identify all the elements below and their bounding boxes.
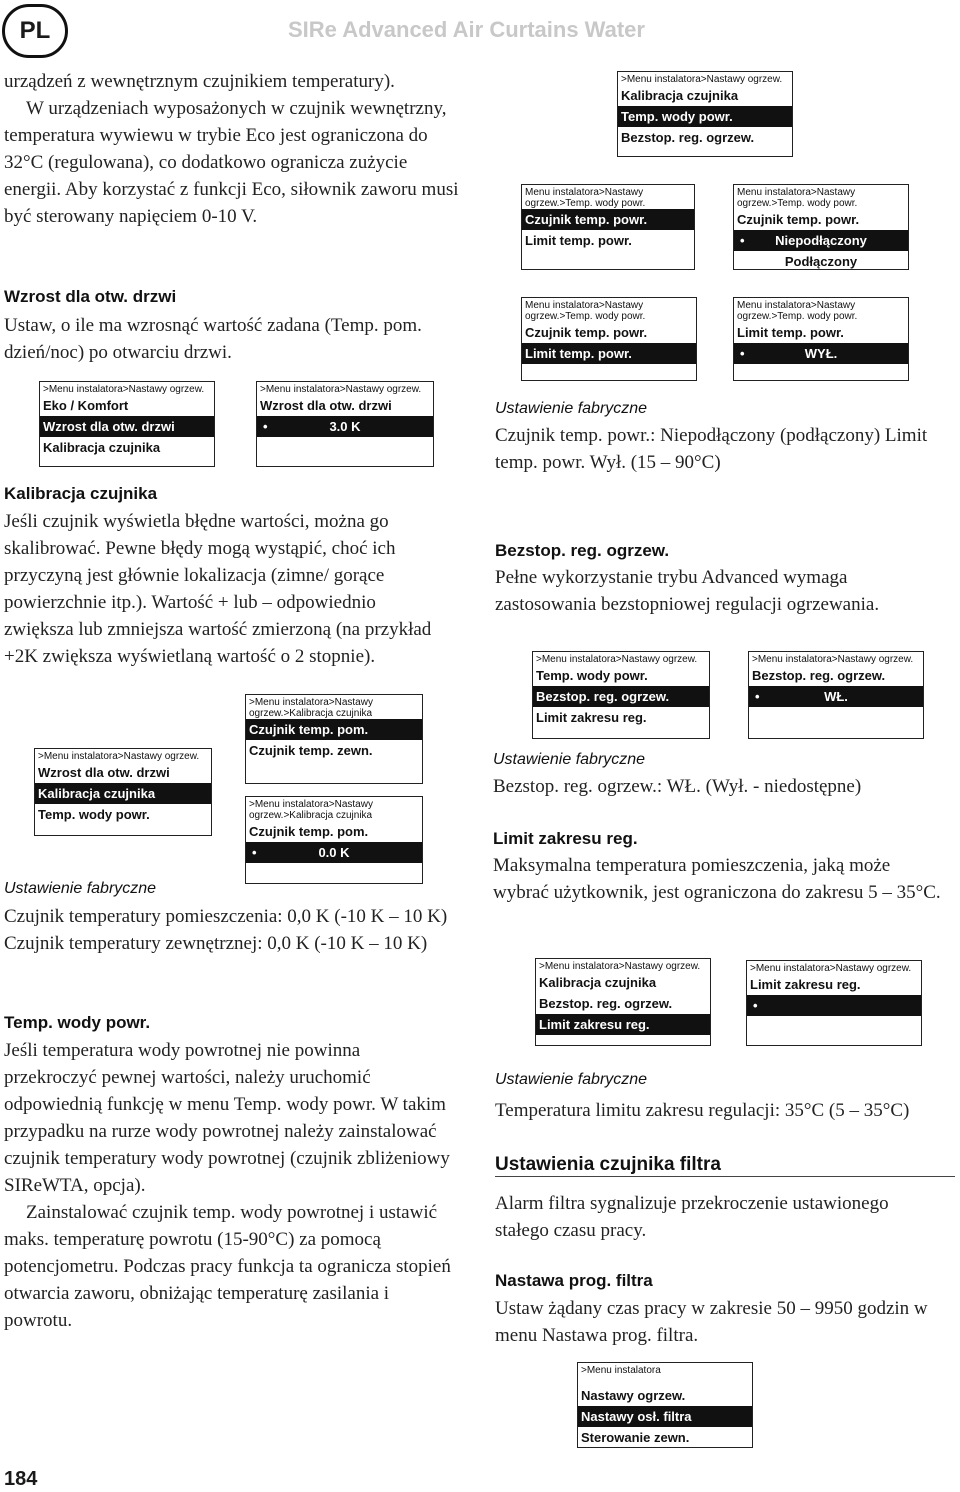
menu-screen-door-value: [256, 381, 434, 467]
prog-text: Ustaw żądany czas pracy w zakresie 50 – 9950 godzin w menu Nastawa prog. filtra.: [495, 1298, 928, 1346]
limit-text: Maksymalna temperatura pomieszczenia, jaką może wybrać użytkownik, jest ograniczona do zakresu 5 – 35°C.: [493, 855, 941, 903]
limit-factory-text: Temperatura limitu zakresu regulacji: 35°C (5 – 35°C): [495, 1100, 910, 1121]
step-heading: Bezstop. reg. ogrzew.: [495, 541, 670, 560]
menu-item[interactable]: Eko / Komfort: [43, 398, 129, 413]
menu-path: >Menu instalatora>Nastawy ogrzew.: [750, 963, 912, 974]
menu-screen-door-increase: [39, 381, 215, 467]
menu-path: >Menu instalatora>Nastawy ogrzew.>Kalibracja czujnika: [249, 697, 373, 719]
prog-heading: Nastawa prog. filtra: [495, 1271, 653, 1290]
menu-item-selected[interactable]: Limit temp. powr.: [522, 343, 696, 364]
return-text: [4, 1037, 454, 1334]
menu-screen-limit-value: [733, 297, 909, 381]
calib-text: Jeśli czujnik wyświetla błędne wartości, można go skalibrować. Pewne błędy mogą wystąpić, choć ich przyczyną jest głównie lokalizacja (zimne/ gorące powierzchnie itp.). Wartość + lub – odpowiednio zwiększa lub zmniejsza wartość zmierzoną (na przykład +2K zwiększa wyświetlaną wartość o 2 stopnie).: [4, 511, 432, 667]
menu-option[interactable]: Podłączony: [784, 254, 858, 269]
menu-option-selected[interactable]: [734, 343, 908, 364]
menu-screen-heating-calib: [34, 748, 212, 836]
menu-screen-return-temp: [521, 184, 695, 270]
return-factory-text: Czujnik temp. powr.: Niepodłączony (podłączony) Limit temp. powr. Wył. (15 – 90°C): [495, 425, 928, 473]
menu-path: >Menu instalatora>Nastawy ogrzew.: [621, 74, 783, 85]
menu-screen-range-limit: [535, 958, 711, 1046]
menu-item[interactable]: Temp. wody powr.: [536, 668, 648, 683]
menu-item[interactable]: Czujnik temp. pom.: [249, 824, 369, 839]
menu-item[interactable]: Czujnik temp. powr.: [525, 325, 648, 340]
menu-path: Menu instalatora>Nastawy ogrzew.>Temp. wody powr.: [737, 187, 858, 209]
option-label: WŁ.: [824, 689, 848, 704]
menu-item-selected[interactable]: Temp. wody powr.: [618, 106, 792, 127]
intro-paragraph-2: W urządzeniach wyposażonych w czujnik wewnętrzny, temperatura wywiewu w trybie Eco jest ograniczona do 32°C (regulowana), co dodatkowo ogranicza zużycie energii. Aby korzystać z funkcji Eco, siłownik zaworu musi być sterowany napięciem 0-10 V.: [4, 98, 459, 227]
door-text: Ustaw, o ile ma wzrosnąć wartość zadana (Temp. pom. dzień/noc) po otwarciu drzwi.: [4, 315, 422, 363]
menu-item[interactable]: Temp. wody powr.: [38, 807, 150, 822]
menu-path: >Menu instalatora>Nastawy ogrzew.: [752, 654, 914, 665]
limit-factory-label: Ustawienie fabryczne: [495, 1071, 648, 1088]
menu-path: Menu instalatora>Nastawy ogrzew.>Temp. wody powr.: [525, 300, 646, 322]
return-paragraph-2: Zainstalować czujnik temp. wody powrotnej i ustawić maks. temperaturę powrotu (15-90°C) za pomocą potencjometru. Podczas pracy funkcja ta ogranicza stopień otwarcia zaworu, obniżając temperaturę zasilania i powrotu.: [4, 1202, 451, 1331]
return-paragraph-1: Jeśli temperatura wody powrotnej nie powinna przekroczyć pewnej wartości, należy uruchomić odpowiednią funkcję w menu Temp. wody powr. W takim przypadku na rurze wody powrotnej należy zainstalować czujnik temperatury wody powrotnej (czujnik zbliżeniowy SIReWTA, opcja).: [4, 1040, 450, 1196]
option-label: 0.0 K: [318, 845, 350, 860]
step-factory-label: Ustawienie fabryczne: [493, 751, 646, 768]
return-factory-label: Ustawienie fabryczne: [495, 400, 648, 417]
menu-item[interactable]: Kalibracja czujnika: [539, 975, 657, 990]
menu-option-selected[interactable]: [246, 842, 422, 863]
option-label: 3.0 K: [329, 419, 361, 434]
menu-item[interactable]: Kalibracja czujnika: [621, 88, 739, 103]
bullet-icon: •: [740, 233, 745, 248]
menu-screen-range-value: [746, 960, 922, 1046]
menu-option-selected[interactable]: [749, 686, 923, 707]
option-label: Niepodłączony: [775, 233, 867, 248]
menu-item[interactable]: Limit temp. powr.: [737, 325, 844, 340]
document-title: SIRe Advanced Air Curtains Water: [288, 17, 645, 42]
bullet-icon: •: [740, 346, 745, 361]
bullet-icon: •: [753, 998, 758, 1013]
menu-screen-heating-settings: [617, 71, 793, 157]
menu-item-selected[interactable]: Bezstop. reg. ogrzew.: [533, 686, 709, 707]
calib-heading: Kalibracja czujnika: [4, 484, 158, 503]
menu-path: >Menu instalatora>Nastawy ogrzew.: [536, 654, 698, 665]
menu-item-selected[interactable]: Limit zakresu reg.: [536, 1014, 710, 1035]
menu-item-selected[interactable]: Czujnik temp. pom.: [246, 719, 422, 740]
filter-heading: Ustawienia czujnika filtra: [495, 1154, 955, 1177]
bullet-icon: •: [755, 689, 760, 704]
menu-path: Menu instalatora>Nastawy ogrzew.>Temp. wody powr.: [737, 300, 858, 322]
option-label: WYŁ.: [804, 346, 838, 361]
intro-text: [4, 68, 464, 230]
menu-screen-stepless: [532, 651, 710, 739]
menu-item[interactable]: Sterowanie zewn.: [581, 1430, 690, 1445]
menu-option-selected[interactable]: [734, 230, 908, 251]
menu-path: >Menu instalatora>Nastawy ogrzew.: [260, 384, 422, 395]
menu-item[interactable]: Bezstop. reg. ogrzew.: [752, 668, 886, 683]
menu-option-selected[interactable]: [747, 995, 921, 1016]
menu-item[interactable]: Czujnik temp. powr.: [737, 212, 860, 227]
menu-item-selected[interactable]: Kalibracja czujnika: [35, 783, 211, 804]
menu-item-selected[interactable]: Czujnik temp. powr.: [522, 209, 694, 230]
menu-path: >Menu instalatora>Nastawy ogrzew.: [38, 751, 200, 762]
menu-path: >Menu instalatora: [581, 1365, 661, 1376]
intro-paragraph-1: urządzeń z wewnętrznym czujnikiem temperatury).: [4, 71, 395, 92]
menu-item-selected[interactable]: Wzrost dla otw. drzwi: [40, 416, 214, 437]
menu-screen-sensor-connection: [733, 184, 909, 270]
menu-screen-stepless-value: [748, 651, 924, 739]
menu-item[interactable]: Bezstop. reg. ogrzew.: [539, 996, 673, 1011]
menu-item[interactable]: Bezstop. reg. ogrzew.: [621, 130, 755, 145]
menu-item[interactable]: Wzrost dla otw. drzwi: [38, 765, 170, 780]
bullet-icon: •: [252, 845, 257, 860]
calib-factory-label: Ustawienie fabryczne: [4, 880, 157, 897]
menu-screen-calib-value: [245, 796, 423, 884]
step-factory-text: Bezstop. reg. ogrzew.: WŁ. (Wył. - niedostępne): [493, 776, 862, 797]
menu-option-selected[interactable]: [257, 416, 433, 437]
menu-item[interactable]: Limit zakresu reg.: [536, 710, 647, 725]
menu-screen-return-limit: [521, 297, 697, 381]
menu-item[interactable]: Wzrost dla otw. drzwi: [260, 398, 392, 413]
door-heading: Wzrost dla otw. drzwi: [4, 287, 177, 306]
menu-item[interactable]: Kalibracja czujnika: [43, 440, 161, 455]
menu-item[interactable]: Limit temp. powr.: [525, 233, 632, 248]
limit-heading: Limit zakresu reg.: [493, 829, 638, 848]
menu-item[interactable]: Limit zakresu reg.: [750, 977, 861, 992]
menu-item[interactable]: Czujnik temp. zewn.: [249, 743, 373, 758]
language-badge: PL: [2, 4, 68, 58]
filter-text: Alarm filtra sygnalizuje przekroczenie ustawionego stałego czasu pracy.: [495, 1193, 889, 1241]
menu-path: >Menu instalatora>Nastawy ogrzew.: [539, 961, 701, 972]
menu-screen-calibration: [245, 694, 423, 784]
menu-path: Menu instalatora>Nastawy ogrzew.>Temp. wody powr.: [525, 187, 646, 209]
menu-item-selected[interactable]: Nastawy osł. filtra: [578, 1406, 752, 1427]
menu-screen-installer: [577, 1362, 753, 1448]
return-heading: Temp. wody powr.: [4, 1013, 151, 1032]
bullet-icon: •: [263, 419, 268, 434]
menu-path: >Menu instalatora>Nastawy ogrzew.: [43, 384, 205, 395]
menu-item[interactable]: Nastawy ogrzew.: [581, 1388, 686, 1403]
menu-path: >Menu instalatora>Nastawy ogrzew.>Kalibracja czujnika: [249, 799, 373, 821]
page-number: 184: [4, 1468, 38, 1490]
step-text: Pełne wykorzystanie trybu Advanced wymaga zastosowania bezstopniowej regulacji ogrzewania.: [495, 567, 880, 615]
calib-factory-text: Czujnik temperatury pomieszczenia: 0,0 K (-10 K – 10 K) Czujnik temperatury zewnętrznej: 0,0 K (-10 K – 10 K): [4, 906, 448, 954]
